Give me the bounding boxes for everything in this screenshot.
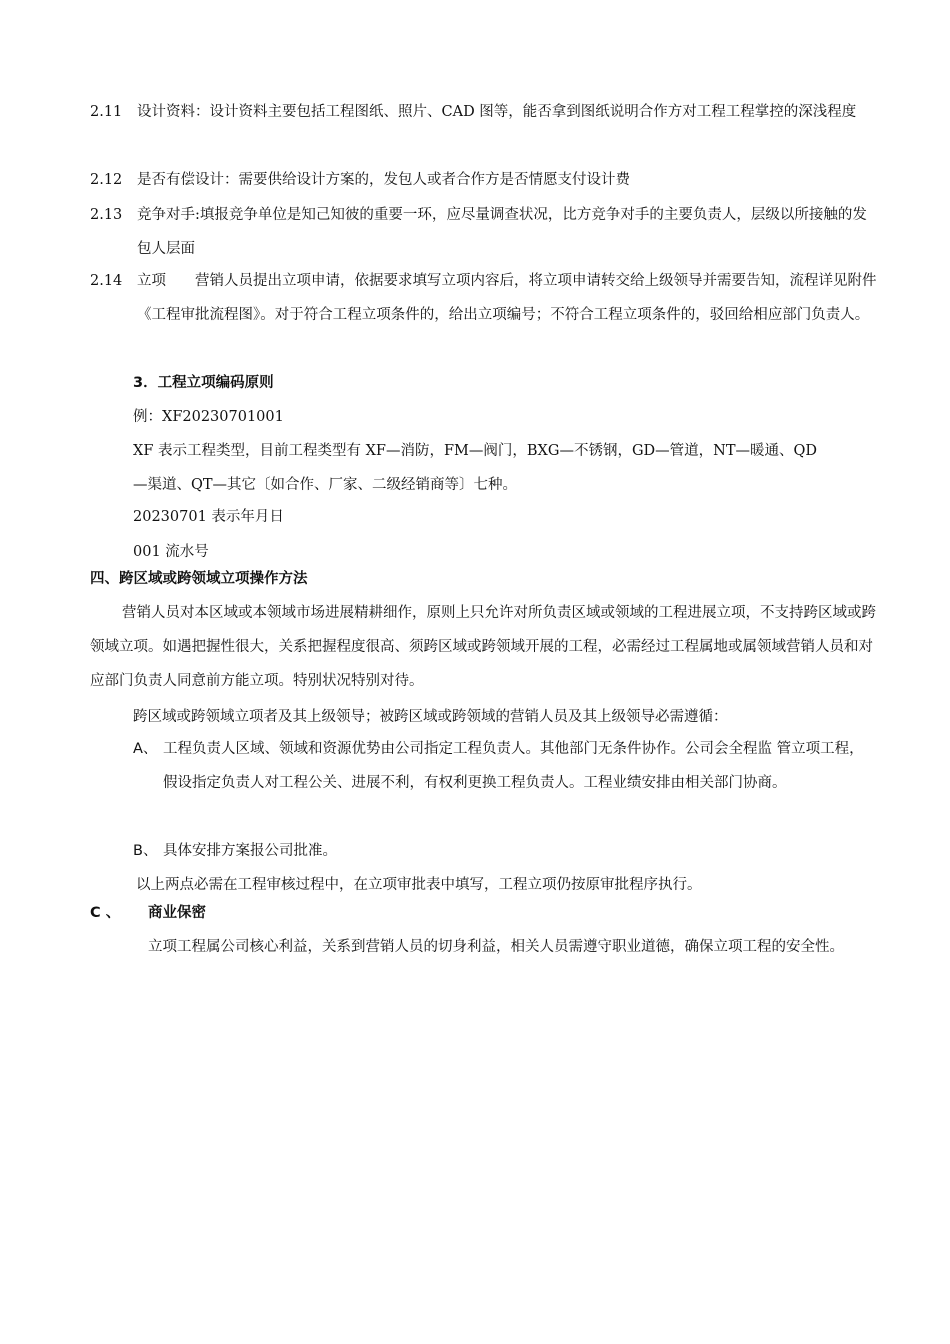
section-c-paragraph: 立项工程属公司核心利益，关系到营销人员的切身利益，相关人员需遵守职业道德，确保立项工程的安全性。 [148,939,844,955]
code-example: 例：XF20230701001 [133,409,284,425]
item-number: 2.14 [90,273,123,289]
section-4-paragraph: 营销人员对本区域或本领域市场进展精耕细作，原则上只允许对所负责区域或领域的工程进展立项，不支持跨区域或跨领域立项。如遇把握性很大，关系把握程度很高、须跨区域或跨领域开展的工程，必需经过工程属地或属领域营销人员和对应部门负责人同意前方能立项。特别状况特别对待。 [90,605,876,689]
item-text: 设计资料：设计资料主要包括工程图纸、照片、CAD 图等，能否拿到图纸说明合作方对工程工程掌控的深浅程度 [137,104,857,120]
code-date-desc: 20230701 表示年月日 [133,509,284,525]
section-c-title: 商业保密 [148,905,206,921]
section-c-label: C 、 [90,905,121,921]
item-2-13 [90,198,880,266]
clause-a-label: A、 [133,741,158,757]
item-number: 2.12 [90,172,123,188]
clause-a [133,732,873,800]
item-text: 立项 营销人员提出立项申请，依据要求填写立项内容后，将立项申请转交给上级领导并需要告知，流程详见附件《工程审批流程图》。对于符合工程立项条件的，给出立项编号；不符合工程立项条件的，驳回给相应部门负责人。 [137,273,877,323]
item-2-11 [90,95,880,129]
clause-b [133,834,873,868]
code-serial-desc: 001 流水号 [133,544,209,560]
section-4-closing: 以上两点必需在工程审核过程中，在立项审批表中填写，工程立项仍按原审批程序执行。 [136,877,702,893]
item-2-14 [90,264,880,332]
clause-a-text: 工程负责人区域、领域和资源优势由公司指定工程负责人。其他部门无条件协作。公司会全程监 管立项工程，假设指定负责人对工程公关、进展不利，有权利更换工程负责人。工程业绩安排由相关部门协商。 [163,741,864,791]
section-4-intro: 跨区域或跨领域立项者及其上级领导；被跨区域或跨领域的营销人员及其上级领导必需遵循： [133,709,728,725]
clause-b-text: 具体安排方案报公司批准。 [163,843,337,859]
clause-b-label: B、 [133,843,158,859]
item-text: 竞争对手:填报竞争单位是知己知彼的重要一环，应尽量调查状况，比方竞争对手的主要负责人，层级以所接触的发包人层面 [137,207,867,257]
item-number: 2.11 [90,104,123,120]
code-type-desc-2: —渠道、QT—其它〔如合作、厂家、二级经销商等〕七种。 [133,477,518,493]
item-number: 2.13 [90,207,123,223]
item-2-12 [90,163,880,197]
section-3-title: 3．工程立项编码原则 [133,375,274,391]
section-4-title: 四、跨区域或跨领域立项操作方法 [90,571,308,587]
code-type-desc-1: XF 表示工程类型，目前工程类型有 XF—消防，FM—阀门，BXG—不锈钢，GD—管道，NT—暖通、QD [133,443,818,459]
item-text: 是否有偿设计：需要供给设计方案的，发包人或者合作方是否情愿支付设计费 [137,172,630,188]
